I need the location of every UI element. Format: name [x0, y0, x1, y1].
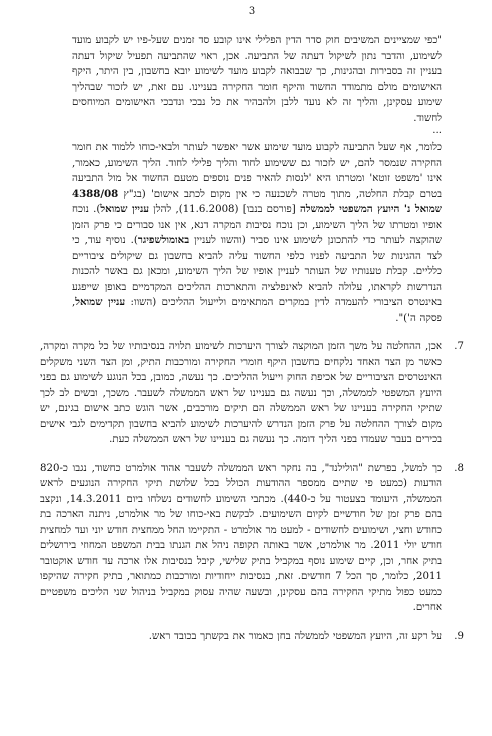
case-short-name: עניין שמואל — [75, 296, 126, 308]
quote-text: ). נוסיף עוד, כי לצד ההגינות של התביעה לפניו כלפי החשוד עליה להביא בחשבון גם שיקולים ציבוריים כלליים. קבלת טענותיו של העותר לעניין אופיו של הליך השימוע, ומכאן גם באשר להכנות הנדרשות לקראתו, עלולה להביא לאינפלציה והתארכות ההליכים המקדמיים באופן שייפגע באינטרס הציבורי להעמדה לדין במקרים המתאימים ולייעול ההליכים (השוו: — [72, 235, 442, 308]
numbered-paragraph-9 — [40, 629, 464, 645]
quote-ellipsis: ... — [432, 125, 442, 136]
paragraph-number: 7. — [454, 341, 464, 352]
quote-text: [פורסם בנבו] (11.6.2008), להלן — [149, 204, 300, 215]
paragraph-number: 8. — [454, 462, 464, 474]
paragraph-text: כך למשל, בפרשת "הולילנד", בה נחקר ראש הממשלה לשעבר אהוד אולמרט כחשוד, נגבו כ-820 הודעות (כמעט פי שתיים ממספר ההודעות הכולל בכל שלושת תיקי החקירה הנוגעים לראש הממשלה, היעומד בצעטור על כ-440). מכתבי השימוע לחשודים נשלחו ביום 14.3.2011, ונקצב בהם פרק זמן של חודשיים לקיום השימועים. לבקשת באי-כוחו של מר אולמרט, ניתנה הארכה בת כחודש וחצי, ושימועים לחשודים - למעט מר אולמרט - התקיימו החל ממחצית חודש יוני ועד למחצית חודש יולי 2011. מר אולמרט, אשר באותה תקופה ניהל את הגנתו בבית המשפט המחוזי בירושלים בתיק אחר, וכן, קיים שימוע נוסף במקביל בתיק שלישי, קיבל בנסיבות אלו ארכה עד חודש אוקטובר 2011, כלומר, סך הכל 7 חודשים. זאת, בנסיבות ייחודיות ומורכבות כמתואר, בתיק חקירה שהיקפו כמעט כפול מתיקי החקירה בהם עסקינן, ובשעה שהיה עסוק במקביל בניהול שני הליכים משפטיים אחרים. — [40, 462, 442, 613]
paragraph-text: על רקע זה, היועץ המשפטי לממשלה בחן כאמור את בקשתך בכובד ראש. — [148, 630, 442, 642]
paragraph-text: אכן, ההחלטה על משך הזמן המוקצה לצורך היערכות לשימוע תלויה בנסיבותיו של כל מקרה ומקרה, כאשר מן הצד האחד נלקחים בחשבון היקף חומרי החקירה ומורכבות התיק, ומן הצד השני משקלים האינטרסים הציבוריים של אכיפת החוק וייעול ההליכים. כך נעשה, כמובן, בכל הנוגע לשימוע גם בפני היועץ המשפטי לממשלה, וכך נעשה גם בעניינו של ראש הממשלה לשעבר. משכך, ובשים לב לכך שתיקי החקירה בעניינו של ראש הממשלה הם תיקים מורכבים, אשר הוגש כתב אישום בגינם, יש מקום לצורך ההחלטה על פרק הזמן הנדרש להיערכות לשימוע להביא בחשבון תקדימים לגבי אישים בכירים בעבר שעמדו בפני הליך דומה. כך נעשה גם בעניינו של ראש הממשלה כעת. — [40, 341, 442, 445]
case-short-name: באומולשפיגר — [137, 234, 190, 246]
paragraph-number: 9. — [454, 630, 464, 642]
numbered-paragraph-8 — [40, 461, 464, 616]
quote-paragraph-1: "כפי שמציינים המשיבים חוק סדר הדין הפלילי אינו קובע סד זמנים שעל-פיו יש לקבוע מועד לשימוע, והדבר נתון לשיקול דעתה של התביעה. אכן, ראוי שהתביעה תפעיל שיקול דעתה בעניין זה בסבירות ובהגינות, כך שבבואה לקבוע מועד לשימוע יובא בחשבון, בין היתר, היקף האישומים מולם מתמודד החשוד והיקף חומר החקירה בעניינו. עם זאת, יש לזכור שבהליך שימוע עסקינן, והליך זה לא נועד ללבן ולהבהיר את כל נבכי ונדבכי האישומים המיוחסים לחשוד. — [72, 35, 442, 124]
case-citation: 4388/08 שמואל נ' היועץ המשפטי לממשלה — [72, 187, 442, 215]
quote-text: כלומר, אף שעל התביעה לקבוע מועד שימוע אשר יאפשר לעותר ולבאי-כוחו ללמוד את חומר החקירה שנמסר להם, יש לזכור גם ששימוע לחוד והליך פלילי לחוד. הליך השימוע, כאמור, אינו 'משפט זוטא' ומטרתו היא 'לנסות להאיר פנים נוספים מטעם החשוד אל מול התביעה בטרם קבלת החלטה, מתוך מטרה לשכנעה כי אין מקום לכתב אישום' (בג"ץ — [72, 142, 442, 200]
quote-paragraph-2 — [72, 140, 442, 326]
numbered-paragraph-7 — [40, 339, 464, 448]
quote-text: ). נוכח אופיו ומטרתו של הליך השימוע, וכן נוכח נסיבות המקרה דנא, אין אנו סבורים כי פרק הזמן שהוקצה לעותר כדי להתכונן לשימוע אינו סביר (והשוו לעניין — [72, 204, 442, 246]
case-short-name: עניין שמואל — [100, 203, 150, 215]
page-number: 3 — [248, 6, 256, 17]
block-quote — [72, 33, 442, 326]
quote-text: , פסקה ה')". — [72, 297, 442, 324]
